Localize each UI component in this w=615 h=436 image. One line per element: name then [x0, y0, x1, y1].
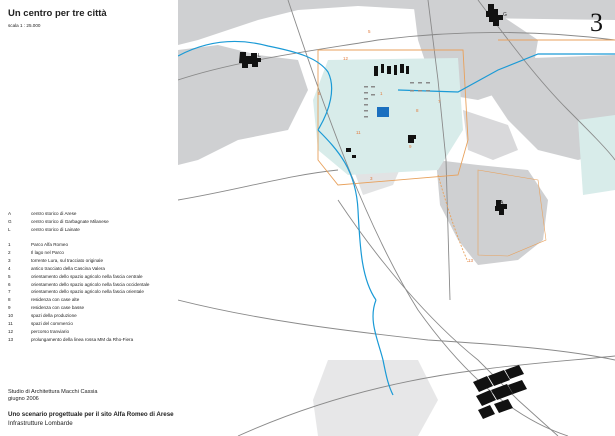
legend-row: 7 orientamento dello spazio agricolo nella fascia orientale: [8, 289, 144, 295]
scale-label: scala 1 : 25.000: [8, 23, 41, 28]
legend-panel: [0, 0, 178, 436]
map-number: 3: [370, 176, 373, 181]
lake: [377, 107, 389, 117]
legend-row: 3 torrente Lura, sul tracciato originale: [8, 257, 104, 263]
studio-credit: Studio di Architettura Macchi Cassia giugno 2006: [8, 389, 98, 402]
label-l: L: [258, 53, 261, 59]
legend-row: 11 spazi del commercio: [8, 321, 73, 327]
label-a: A: [500, 200, 504, 206]
page-title: Un centro per tre città: [8, 8, 107, 19]
legend-numbers: [8, 241, 150, 344]
site-map: [178, 0, 615, 436]
legend-row: 5 orientamento dello spazio agricolo nella fascia centrale: [8, 273, 143, 279]
legend-letters: [8, 210, 109, 235]
map-number: 7: [438, 99, 441, 104]
legend-row: A centro storico di Arese: [8, 211, 77, 216]
legend-row: 2 Il lago nel Parco: [8, 249, 64, 255]
map-number: 5: [368, 29, 371, 34]
map-number: 1: [380, 91, 383, 96]
production-buildings: [473, 365, 527, 419]
map-number: 12: [343, 56, 349, 61]
legend-row: L centro storico di Lainate: [8, 227, 80, 233]
legend-row: 1 Parco Alfa Romeo: [8, 242, 69, 247]
page-number: 3: [590, 8, 603, 37]
legend-row: 6 orientamento dello spazio agricolo nella fascia occidentale: [8, 281, 150, 287]
legend-row: 10 spazi della produzione: [8, 313, 77, 319]
legend-row: 8 residenza con case alte: [8, 297, 80, 303]
map-number: 8: [416, 108, 419, 113]
legend-row: 13 prolungamento della linea rossa MM da Rho-Fiera: [8, 336, 134, 342]
map-number: 6: [318, 91, 321, 96]
map-number: 13: [468, 258, 474, 263]
legend-row: 4 antico tracciato della Cascina Valera: [8, 265, 105, 271]
legend-row: 12 percorso tranviario: [8, 328, 70, 334]
project-credit: Uno scenario progettuale per il sito Alfa Romeo di Arese Infrastrutture Lombarde: [8, 411, 174, 427]
map-number: 11: [356, 130, 361, 135]
label-g: G: [503, 12, 507, 18]
legend-row: 9 residenza con case basse: [8, 305, 85, 311]
legend-row: G centro storico di Garbagnate Milanese: [8, 219, 109, 225]
map-number: 9: [409, 144, 412, 149]
